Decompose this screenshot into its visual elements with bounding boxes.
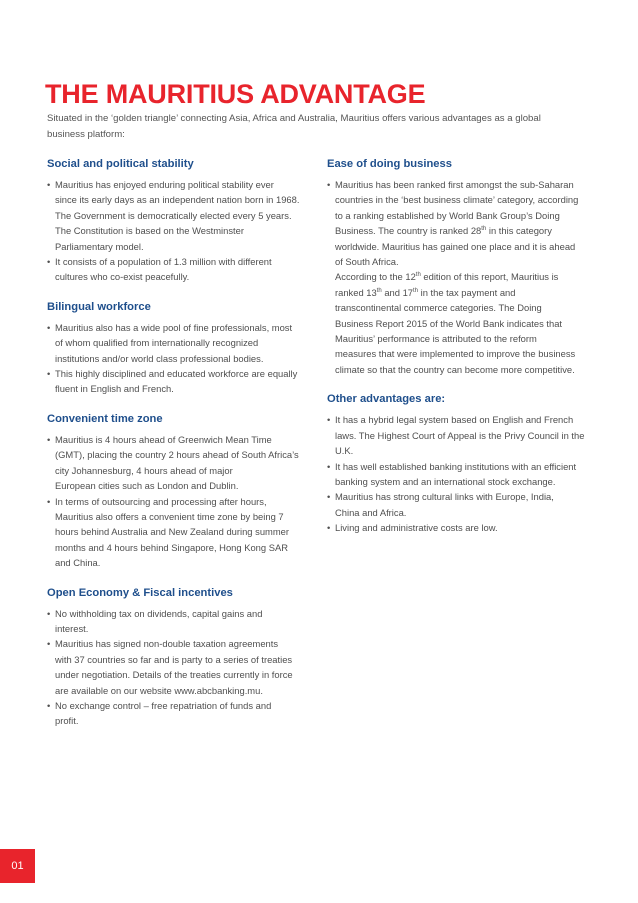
section-heading: Other advantages are:: [327, 393, 446, 406]
text-line: The Government is democratically elected every 5 years.: [55, 209, 292, 221]
text-line: since its early days as an independent nation born in 1968.: [55, 194, 300, 206]
text-line: According to the 12th edition of this report, Mauritius is: [335, 271, 559, 283]
bullet-item: [47, 606, 319, 637]
text-line: It has well established banking institutions with an efficient: [335, 460, 577, 472]
text-line: to a ranking established by World Bank Group’s Doing: [335, 209, 560, 221]
text-line: cultures who co-exist peacefully.: [55, 271, 190, 283]
section-social-and-political-stability: [47, 156, 319, 285]
bullet-item: [327, 412, 602, 458]
bullet-item: [47, 366, 319, 397]
bullet-item: [47, 320, 319, 366]
left-column: [47, 156, 319, 743]
bullet-item: [47, 698, 319, 729]
section-heading: Convenient time zone: [47, 412, 163, 425]
bullet-icon: •: [47, 321, 51, 333]
bullet-item: [327, 459, 602, 490]
text-line: Business. The country is ranked 28th in this category: [335, 225, 552, 237]
text-line: months and 4 hours behind Singapore, Hong Kong SAR: [55, 541, 288, 553]
text-line: Mauritius has enjoyed enduring political stability ever: [55, 179, 274, 190]
bullet-item: [327, 520, 602, 535]
bullet-item: [327, 489, 602, 520]
text-line: with 37 countries so far and is party to a series of treaties: [55, 653, 293, 665]
text-line: climate so that the country can become more competitive.: [335, 363, 575, 375]
section-heading: Social and political stability: [47, 158, 194, 170]
bullet-item: [47, 177, 319, 254]
text-line: institutions and/or world class professional bodies.: [55, 352, 264, 364]
section-heading: Bilingual workforce: [47, 300, 151, 313]
section-ease-of-doing-business: [327, 156, 602, 377]
text-line: worldwide. Mauritius has gained one place and it is ahead: [335, 240, 576, 252]
bullet-item: [47, 636, 319, 698]
text-line: Mauritius has strong cultural links with Europe, India,: [335, 491, 554, 503]
bullet-icon: •: [47, 495, 51, 507]
bullet-icon: •: [327, 460, 331, 472]
bullet-icon: •: [327, 522, 331, 534]
text-line: The Constitution is based on the Westminster: [55, 225, 244, 237]
section-open-economy-and-fiscal-incentives: [47, 585, 319, 729]
text-line: measures that were implemented to improve the business: [335, 348, 576, 360]
page-number-badge: 01: [0, 849, 35, 883]
bullet-icon: •: [47, 256, 51, 268]
bullet-icon: •: [327, 179, 331, 190]
section-bilingual-workforce: [47, 299, 319, 397]
intro-line: business platform:: [47, 129, 125, 140]
paragraph: [327, 269, 602, 377]
text-line: under negotiation. Details of the treaties currently in force: [55, 669, 293, 681]
intro-text: [47, 111, 587, 143]
text-line: China and Africa.: [335, 506, 407, 518]
bullet-item: [47, 494, 319, 571]
text-line: countries in the ‘best business climate’ category, according: [335, 194, 579, 206]
text-line: U.K.: [335, 445, 354, 457]
text-line: Mauritius also has a wide pool of fine professionals, most: [55, 321, 293, 333]
bullet-item: [327, 177, 602, 269]
text-line: profit.: [55, 715, 79, 727]
text-line: No withholding tax on dividends, capital gains and: [55, 607, 263, 619]
text-line: of South Africa.: [335, 256, 399, 268]
bullet-item: [47, 432, 319, 494]
section-convenient-time-zone: [47, 411, 319, 571]
section-heading: Open Economy & Fiscal incentives: [47, 586, 233, 599]
bullet-icon: •: [47, 433, 51, 445]
right-column: [327, 156, 602, 550]
text-line: ranked 13th and 17th in the tax payment and: [335, 286, 516, 298]
text-line: city Johannesburg, 4 hours ahead of major: [55, 464, 233, 476]
text-line: It consists of a population of 1.3 million with different: [55, 256, 272, 268]
bullet-icon: •: [47, 179, 51, 190]
bullet-icon: •: [327, 414, 331, 426]
text-line: of whom qualified from internationally recognized: [55, 337, 259, 349]
text-line: Living and administrative costs are low.: [335, 522, 498, 534]
text-line: Mauritius has signed non-double taxation agreements: [55, 638, 279, 650]
text-line: This highly disciplined and educated workforce are equally: [55, 368, 298, 380]
bullet-item: [47, 254, 319, 285]
text-line: European cities such as London and Dublin.: [55, 480, 239, 492]
text-line: banking system and an international stock exchange.: [335, 475, 556, 487]
text-line: Business Report 2015 of the World Bank indicates that: [335, 317, 563, 329]
text-line: and China.: [55, 557, 101, 569]
bullet-icon: •: [47, 368, 51, 380]
text-line: Parliamentary model.: [55, 240, 144, 252]
text-line: Mauritius is 4 hours ahead of Greenwich Mean Time: [55, 433, 272, 445]
text-line: Mauritius has been ranked first amongst the sub-Saharan: [335, 179, 574, 190]
bullet-icon: •: [327, 491, 331, 503]
text-line: hours behind Australia and New Zealand during summer: [55, 526, 289, 538]
bullet-icon: •: [47, 699, 51, 711]
text-line: Mauritius’ performance is attributed to the reform: [335, 333, 537, 345]
text-line: It has a hybrid legal system based on English and French: [335, 414, 574, 426]
bullet-icon: •: [47, 638, 51, 650]
intro-line: Situated in the ‘golden triangle’ connecting Asia, Africa and Australia, Mauritius offers various advantages as a global: [47, 113, 541, 124]
text-line: transcontinental commerce categories. The Doing: [335, 302, 542, 314]
section-heading: Ease of doing business: [327, 158, 452, 170]
text-line: Mauritius also offers a convenient time zone by being 7: [55, 510, 284, 522]
text-line: No exchange control – free repatriation of funds and: [55, 699, 272, 711]
text-line: laws. The Highest Court of Appeal is the Privy Council in the: [335, 429, 585, 441]
text-line: are available on our website www.abcbanking.mu.: [55, 684, 263, 696]
page-title: THE MAURITIUS ADVANTAGE: [45, 79, 426, 109]
text-line: fluent in English and French.: [55, 383, 174, 395]
bullet-icon: •: [47, 607, 51, 619]
text-line: In terms of outsourcing and processing after hours,: [55, 495, 267, 507]
text-line: (GMT), placing the country 2 hours ahead of South Africa’s: [55, 449, 299, 461]
text-line: interest.: [55, 622, 89, 634]
section-other-advantages-are: [327, 391, 602, 535]
